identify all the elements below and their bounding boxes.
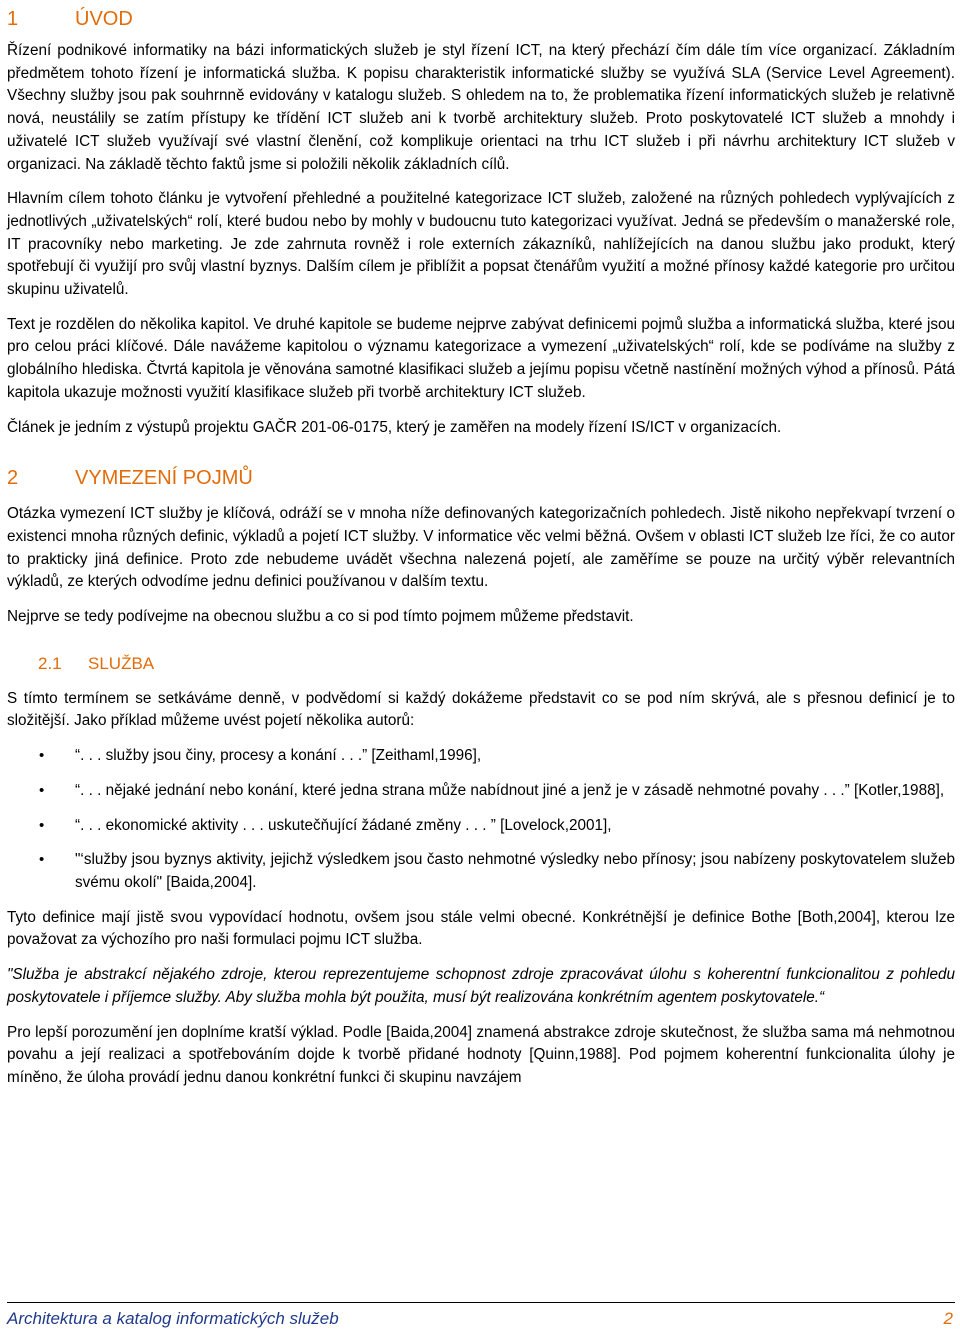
list-item (7, 745, 955, 768)
list-item-text: “. . . nějaké jednání nebo konání, které jedna strana může nabídnout jiné a jenž je v zásadě nehmotné povahy . . .” [Kotler,1988], (75, 781, 945, 799)
heading-section-1 (7, 6, 955, 32)
heading-title: VYMEZENÍ POJMŮ (75, 467, 253, 490)
page-content (7, 6, 955, 1090)
paragraph: Hlavním cílem tohoto článku je vytvoření přehledné a použitelné kategorizace ICT služeb, založené na různých pohledech vyplývajících z jednotlivých „uživatelských“ rolí, které budou nebo by mohly v budoucnu tuto kategorizaci využívat. Jedná se především o manažerské role, IT pracovníky nebo marketing. Je zde zahrnuta rovněž i role externích zákazníků, nahlížejících na danou službu jako produkt, který spotřebují či využijí pro svůj vlastní byznys. Dalším cílem je přiblížit a popsat čtenářům využití a možné přínosy každé kategorie pro určitou skupinu uživatelů. (7, 190, 955, 299)
paragraph: Článek je jedním z výstupů projektu GAČR 201-06-0175, který je zaměřen na modely řízení IS/ICT v organizacích. (7, 418, 782, 436)
paragraph: Text je rozdělen do několika kapitol. Ve druhé kapitole se budeme nejprve zabývat definicemi pojmů služba a informatická služba, které jsou pro celou práci klíčové. Dále navážeme kapitolou o významu kategorizace a vymezení „uživatelských“ rolí, kde se podíváme na služby z globálního hlediska. Čtvrtá kapitola je věnována samotné klasifikaci služeb a jejímu popisu včetně nastínění možných výhod a přínosů. Pátá kapitola ukazuje možnosti využití klasifikace služeb při tvorbě architektury ICT služeb. (7, 315, 955, 401)
list-item-text: “. . . služby jsou činy, procesy a konání . . .” [Zeithaml,1996], (75, 747, 482, 765)
definition-quote: "Služba je abstrakcí nějakého zdroje, kterou reprezentujeme schopnost zdroje zpracovávat úlohu s koherentní funkcionalitou z pohledu poskytovatele i příjemce služby. Aby služba mohla být použita, musí být realizována konkrétním agentem poskytovatele.“ (7, 966, 955, 1006)
bullet-icon: • (39, 816, 45, 834)
list-item-text: "‘služby jsou byznys aktivity, jejichž výsledkem jsou často nehmotné výsledky nebo přínosy; jsou nabízeny poskytovatelem služeb svému okolí" [Baida,2004]. (75, 851, 955, 891)
definition-list (7, 745, 955, 895)
page-number: 2 (943, 1309, 953, 1328)
paragraph: Pro lepší porozumění jen doplníme kratší výklad. Podle [Baida,2004] znamená abstrakce zdroje skutečnost, že služba sama má nehmotnou povahu a její realizaci a spotřebováním dojde k tvorbě přidané hodnoty [Quinn,1988]. Pod pojmem koherentní funkcionalita úlohy je míněno, že úloha provádí jednu danou konkrétní funkci či skupinu navzájem (7, 1023, 955, 1086)
heading-title: SLUŽBA (88, 653, 155, 673)
paragraph: S tímto termínem se setkáváme denně, v podvědomí si každý dokážeme představit co se pod ním skrývá, ale s přesnou definicí je to složitější. Jako příklad můžeme uvést pojetí několika autorů: (7, 689, 955, 730)
list-item (7, 815, 955, 838)
bullet-icon: • (39, 781, 45, 799)
paragraph: Otázka vymezení ICT služby je klíčová, odráží se v mnoha níže definovaných kategorizačních pohledech. Jistě nikoho nepřekvapí tvrzení o existenci mnoha různých definic, výkladů a pojetí ICT služby. V informatice věc velmi běžná. Ovšem v oblasti ICT služeb lze říci, že co autor to prakticky jiná definice. Proto zde nebudeme uvádět všechna nalezená pojetí, ale zaměříme se pouze na určitý výběr relevantních výkladů, ze kterých odvodíme jednu definici používanou v dalším textu. (7, 505, 955, 591)
paragraph: Řízení podnikové informatiky na bázi informatických služeb je styl řízení ICT, na který přechází čím dále tím více organizací. Základním předmětem tohoto řízení je informatická služba. K popisu charakteristik informatické služby se využívá SLA (Service Level Agreement). Všechny služby jsou pak souhrnně evidovány v katalogu služeb. S ohledem na to, že problematika řízení informatických služeb je relativně nová, neustálily se zatím přístupy ke třídění ICT služeb ani k tvorbě architektury služeb. Proto poskytovatelé ICT služeb a mnohdy i uživatelé ICT služeb využívají své vlastní členění, což komplikuje orientaci na trhu ICT služeb i při návrhu architektury ICT služeb v organizaci. Na základě těchto faktů jsme si položili několik základních cílů. (7, 42, 955, 173)
heading-section-2 (7, 465, 955, 491)
heading-number: 2.1 (38, 653, 62, 673)
heading-number: 1 (7, 8, 19, 30)
list-item-text: “. . . ekonomické aktivity . . . uskutečňující žádané změny . . . ” [Lovelock,2001], (75, 816, 612, 834)
heading-number: 2 (7, 467, 19, 490)
list-item (7, 849, 955, 894)
page-footer (7, 1302, 955, 1329)
paragraph: Nejprve se tedy podívejme na obecnou službu a co si pod tímto pojmem můžeme představit. (7, 608, 634, 626)
bullet-icon: • (39, 851, 45, 869)
heading-title: ÚVOD (75, 8, 133, 30)
footer-title: Architektura a katalog informatických služeb (7, 1309, 339, 1328)
heading-section-2-1 (7, 652, 955, 676)
bullet-icon: • (39, 747, 45, 765)
paragraph: Tyto definice mají jistě svou vypovídací hodnotu, ovšem jsou stále velmi obecné. Konkrétnější je definice Bothe [Both,2004], kterou lze považovat za výchozího pro naši formulaci pojmu ICT služba. (7, 908, 955, 949)
list-item (7, 780, 955, 803)
